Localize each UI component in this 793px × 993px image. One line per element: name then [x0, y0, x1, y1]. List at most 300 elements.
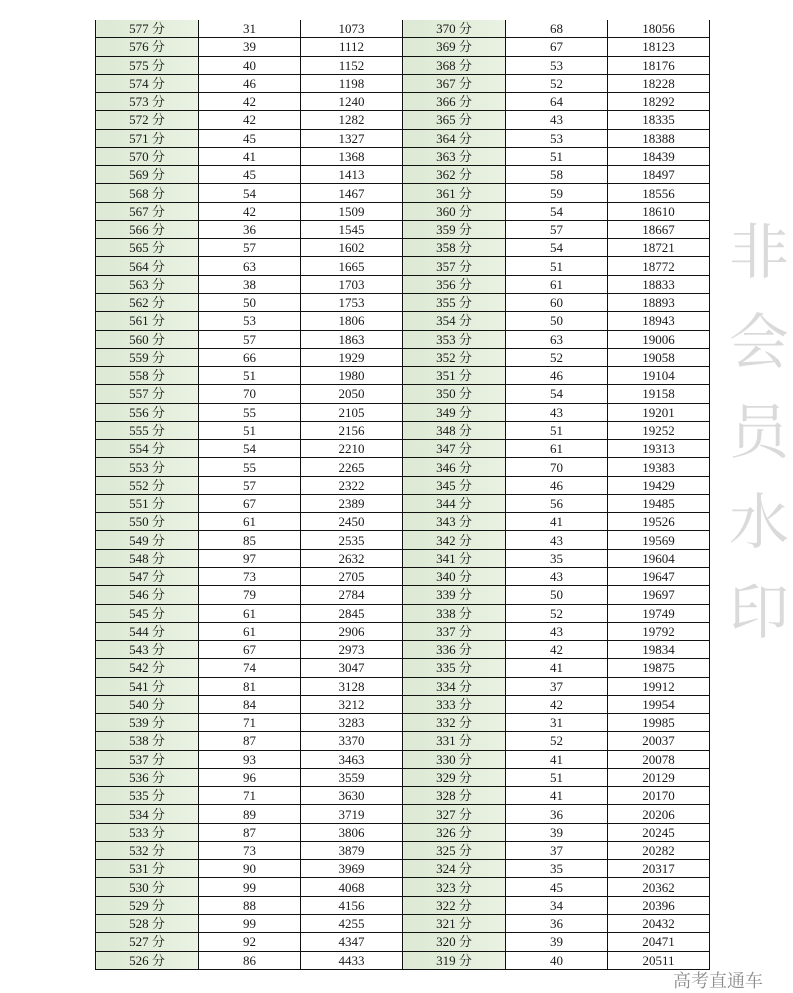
right-score-value: 360	[436, 203, 456, 219]
right-count-value: 58	[550, 167, 563, 183]
left-score-cell	[96, 293, 199, 311]
right-count-cell	[506, 385, 608, 403]
score-unit: 分	[151, 916, 165, 932]
right-cumulative-cell	[608, 312, 710, 330]
left-cumulative-value: 1327	[338, 130, 365, 146]
left-score-value: 533	[129, 824, 149, 840]
right-score-value: 320	[436, 934, 456, 950]
right-score-value: 348	[436, 422, 456, 438]
left-score-cell	[96, 239, 199, 257]
left-count-cell	[199, 641, 301, 659]
score-unit: 分	[458, 496, 472, 512]
left-score-value: 551	[129, 496, 149, 512]
right-score-value: 353	[436, 331, 456, 347]
score-unit: 分	[151, 349, 165, 365]
right-count-value: 67	[550, 39, 563, 55]
left-cumulative-cell	[301, 531, 403, 549]
score-unit: 分	[458, 422, 472, 438]
score-unit: 分	[458, 477, 472, 493]
score-unit: 分	[151, 897, 165, 913]
table-row	[96, 750, 710, 768]
right-cumulative-cell	[608, 93, 710, 111]
left-cumulative-value: 2535	[338, 532, 365, 548]
right-score-value: 329	[436, 770, 456, 786]
right-cumulative-cell	[608, 695, 710, 713]
score-unit: 分	[458, 934, 472, 950]
left-score-value: 537	[129, 751, 149, 767]
table-row	[96, 805, 710, 823]
left-cumulative-cell	[301, 476, 403, 494]
left-count-cell	[199, 841, 301, 859]
left-score-value: 530	[129, 879, 149, 895]
left-count-cell	[199, 74, 301, 92]
right-score-value: 367	[436, 75, 456, 91]
right-count-cell	[506, 896, 608, 914]
table-row	[96, 56, 710, 74]
score-unit: 分	[458, 861, 472, 877]
right-score-value: 347	[436, 441, 456, 457]
score-unit: 分	[458, 130, 472, 146]
right-cumulative-value: 18943	[642, 313, 675, 329]
left-score-cell	[96, 367, 199, 385]
left-cumulative-cell	[301, 878, 403, 896]
right-cumulative-cell	[608, 823, 710, 841]
right-cumulative-cell	[608, 440, 710, 458]
left-score-value: 539	[129, 715, 149, 731]
right-score-value: 363	[436, 148, 456, 164]
right-cumulative-value: 20511	[642, 952, 675, 968]
table-row	[96, 293, 710, 311]
left-score-value: 527	[129, 934, 149, 950]
left-score-value: 547	[129, 569, 149, 585]
left-count-cell	[199, 166, 301, 184]
left-count-cell	[199, 567, 301, 585]
left-count-value: 61	[243, 605, 256, 621]
left-count-value: 67	[243, 496, 256, 512]
score-unit: 分	[151, 934, 165, 950]
left-cumulative-value: 2105	[338, 404, 365, 420]
left-count-value: 79	[243, 587, 256, 603]
left-score-value: 536	[129, 770, 149, 786]
table-row	[96, 933, 710, 951]
table-row	[96, 111, 710, 129]
right-count-cell	[506, 494, 608, 512]
right-cumulative-cell	[608, 129, 710, 147]
left-cumulative-cell	[301, 787, 403, 805]
left-score-cell	[96, 860, 199, 878]
right-count-value: 51	[550, 148, 563, 164]
right-cumulative-value: 20129	[642, 770, 675, 786]
left-score-value: 566	[129, 222, 149, 238]
table-row	[96, 896, 710, 914]
left-count-value: 45	[243, 130, 256, 146]
left-count-value: 66	[243, 349, 256, 365]
left-count-value: 92	[243, 934, 256, 950]
left-count-cell	[199, 312, 301, 330]
left-count-cell	[199, 184, 301, 202]
left-cumulative-value: 2784	[338, 587, 365, 603]
right-score-cell	[403, 348, 506, 366]
right-score-value: 323	[436, 879, 456, 895]
right-score-cell	[403, 768, 506, 786]
right-count-value: 45	[550, 879, 563, 895]
right-score-cell	[403, 750, 506, 768]
left-count-cell	[199, 896, 301, 914]
right-count-value: 63	[550, 331, 563, 347]
left-count-value: 81	[243, 678, 256, 694]
right-cumulative-value: 18610	[642, 203, 675, 219]
table-row	[96, 440, 710, 458]
left-count-cell	[199, 275, 301, 293]
score-unit: 分	[458, 824, 472, 840]
left-cumulative-cell	[301, 805, 403, 823]
score-unit: 分	[458, 642, 472, 658]
left-cumulative-cell	[301, 440, 403, 458]
right-cumulative-cell	[608, 348, 710, 366]
score-unit: 分	[458, 148, 472, 164]
left-score-value: 543	[129, 642, 149, 658]
left-cumulative-value: 3212	[338, 696, 365, 712]
left-count-value: 74	[243, 660, 256, 676]
right-score-cell	[403, 239, 506, 257]
left-score-value: 550	[129, 514, 149, 530]
left-count-cell	[199, 293, 301, 311]
score-unit: 分	[458, 368, 472, 384]
left-cumulative-value: 1980	[338, 368, 365, 384]
left-score-value: 574	[129, 75, 149, 91]
left-cumulative-value: 4255	[338, 916, 365, 932]
score-unit: 分	[458, 660, 472, 676]
right-score-cell	[403, 622, 506, 640]
left-cumulative-value: 2389	[338, 496, 365, 512]
right-score-value: 343	[436, 514, 456, 530]
left-score-cell	[96, 787, 199, 805]
left-score-value: 561	[129, 313, 149, 329]
left-score-value: 563	[129, 276, 149, 292]
right-score-value: 336	[436, 642, 456, 658]
left-cumulative-cell	[301, 385, 403, 403]
left-count-cell	[199, 622, 301, 640]
score-unit: 分	[151, 770, 165, 786]
table-row	[96, 787, 710, 805]
table-row	[96, 257, 710, 275]
score-unit: 分	[458, 203, 472, 219]
left-cumulative-cell	[301, 348, 403, 366]
score-unit: 分	[151, 203, 165, 219]
left-score-cell	[96, 403, 199, 421]
right-count-value: 68	[550, 21, 563, 37]
left-cumulative-value: 2906	[338, 623, 365, 639]
score-unit: 分	[151, 952, 165, 968]
right-score-cell	[403, 275, 506, 293]
score-unit: 分	[458, 57, 472, 73]
right-count-cell	[506, 823, 608, 841]
right-count-value: 51	[550, 422, 563, 438]
left-score-cell	[96, 20, 199, 38]
table-row	[96, 403, 710, 421]
left-count-value: 71	[243, 715, 256, 731]
right-count-cell	[506, 513, 608, 531]
left-cumulative-value: 3630	[338, 788, 365, 804]
right-count-value: 54	[550, 240, 563, 256]
score-unit: 分	[458, 240, 472, 256]
score-unit: 分	[458, 678, 472, 694]
right-count-value: 56	[550, 496, 563, 512]
left-count-cell	[199, 20, 301, 38]
left-cumulative-value: 1665	[338, 258, 365, 274]
left-count-cell	[199, 111, 301, 129]
left-score-value: 531	[129, 861, 149, 877]
right-score-value: 333	[436, 696, 456, 712]
left-score-value: 541	[129, 678, 149, 694]
left-cumulative-value: 2050	[338, 386, 365, 402]
left-score-cell	[96, 494, 199, 512]
score-unit: 分	[458, 331, 472, 347]
left-score-cell	[96, 695, 199, 713]
right-cumulative-cell	[608, 768, 710, 786]
right-count-cell	[506, 860, 608, 878]
left-score-cell	[96, 951, 199, 969]
left-count-value: 51	[243, 422, 256, 438]
left-score-value: 571	[129, 130, 149, 146]
right-count-cell	[506, 20, 608, 38]
table-row	[96, 732, 710, 750]
right-cumulative-value: 19647	[642, 569, 675, 585]
left-cumulative-cell	[301, 166, 403, 184]
left-count-cell	[199, 476, 301, 494]
right-count-cell	[506, 933, 608, 951]
left-cumulative-value: 1602	[338, 240, 365, 256]
right-count-value: 50	[550, 313, 563, 329]
right-score-cell	[403, 860, 506, 878]
score-unit: 分	[151, 276, 165, 292]
left-count-value: 88	[243, 897, 256, 913]
right-score-value: 331	[436, 733, 456, 749]
right-score-cell	[403, 513, 506, 531]
right-count-cell	[506, 257, 608, 275]
right-count-cell	[506, 129, 608, 147]
right-cumulative-cell	[608, 750, 710, 768]
right-cumulative-value: 19485	[642, 496, 675, 512]
left-score-value: 558	[129, 368, 149, 384]
left-score-value: 526	[129, 952, 149, 968]
score-unit: 分	[151, 861, 165, 877]
score-unit: 分	[151, 386, 165, 402]
table-row	[96, 129, 710, 147]
right-cumulative-cell	[608, 732, 710, 750]
left-score-cell	[96, 768, 199, 786]
score-unit: 分	[151, 824, 165, 840]
right-cumulative-value: 20078	[642, 751, 675, 767]
right-score-value: 370	[436, 21, 456, 37]
right-count-cell	[506, 111, 608, 129]
right-score-cell	[403, 330, 506, 348]
right-cumulative-cell	[608, 293, 710, 311]
right-count-value: 43	[550, 112, 563, 128]
score-unit: 分	[458, 879, 472, 895]
score-unit: 分	[151, 587, 165, 603]
right-count-value: 53	[550, 57, 563, 73]
table-row	[96, 604, 710, 622]
table-row	[96, 677, 710, 695]
right-count-cell	[506, 458, 608, 476]
right-count-cell	[506, 421, 608, 439]
left-count-value: 96	[243, 770, 256, 786]
left-cumulative-cell	[301, 933, 403, 951]
score-unit: 分	[151, 605, 165, 621]
right-score-cell	[403, 531, 506, 549]
right-cumulative-cell	[608, 202, 710, 220]
score-unit: 分	[458, 313, 472, 329]
right-cumulative-value: 20206	[642, 806, 675, 822]
table-row	[96, 860, 710, 878]
right-count-value: 41	[550, 751, 563, 767]
left-score-value: 568	[129, 185, 149, 201]
right-count-cell	[506, 184, 608, 202]
right-count-value: 51	[550, 770, 563, 786]
right-score-cell	[403, 20, 506, 38]
score-unit: 分	[151, 642, 165, 658]
right-count-value: 70	[550, 459, 563, 475]
left-count-cell	[199, 933, 301, 951]
left-count-value: 36	[243, 222, 256, 238]
left-cumulative-cell	[301, 494, 403, 512]
left-count-value: 89	[243, 806, 256, 822]
table-row	[96, 458, 710, 476]
table-row	[96, 38, 710, 56]
right-cumulative-cell	[608, 513, 710, 531]
right-score-cell	[403, 823, 506, 841]
score-unit: 分	[458, 459, 472, 475]
right-score-cell	[403, 312, 506, 330]
left-score-cell	[96, 732, 199, 750]
right-count-cell	[506, 586, 608, 604]
left-score-cell	[96, 421, 199, 439]
left-score-value: 545	[129, 605, 149, 621]
left-score-value: 544	[129, 623, 149, 639]
left-cumulative-value: 3283	[338, 715, 365, 731]
left-cumulative-value: 2632	[338, 550, 365, 566]
right-score-cell	[403, 841, 506, 859]
right-count-value: 57	[550, 222, 563, 238]
right-cumulative-cell	[608, 604, 710, 622]
right-cumulative-cell	[608, 549, 710, 567]
right-score-value: 345	[436, 477, 456, 493]
right-count-cell	[506, 695, 608, 713]
left-score-value: 559	[129, 349, 149, 365]
score-unit: 分	[151, 240, 165, 256]
left-cumulative-cell	[301, 38, 403, 56]
right-count-value: 53	[550, 130, 563, 146]
score-unit: 分	[458, 21, 472, 37]
left-score-value: 542	[129, 660, 149, 676]
score-unit: 分	[151, 21, 165, 37]
left-cumulative-value: 4068	[338, 879, 365, 895]
left-count-value: 45	[243, 167, 256, 183]
table-row	[96, 275, 710, 293]
right-count-cell	[506, 220, 608, 238]
right-cumulative-cell	[608, 166, 710, 184]
left-score-value: 564	[129, 258, 149, 274]
right-count-cell	[506, 659, 608, 677]
left-cumulative-cell	[301, 567, 403, 585]
left-count-cell	[199, 385, 301, 403]
right-count-cell	[506, 330, 608, 348]
table-row	[96, 641, 710, 659]
right-score-value: 351	[436, 368, 456, 384]
left-cumulative-cell	[301, 220, 403, 238]
score-unit: 分	[151, 843, 165, 859]
left-cumulative-value: 3969	[338, 861, 365, 877]
right-score-cell	[403, 933, 506, 951]
table-row	[96, 239, 710, 257]
right-cumulative-cell	[608, 56, 710, 74]
left-score-cell	[96, 531, 199, 549]
left-cumulative-value: 2705	[338, 569, 365, 585]
left-cumulative-cell	[301, 896, 403, 914]
right-score-value: 352	[436, 349, 456, 365]
left-count-cell	[199, 220, 301, 238]
left-cumulative-value: 3879	[338, 843, 365, 859]
right-count-cell	[506, 641, 608, 659]
right-cumulative-value: 19383	[642, 459, 675, 475]
right-count-value: 41	[550, 514, 563, 530]
right-cumulative-value: 20471	[642, 934, 675, 950]
left-cumulative-value: 3806	[338, 824, 365, 840]
left-score-value: 560	[129, 331, 149, 347]
right-cumulative-value: 18439	[642, 148, 675, 164]
right-cumulative-value: 18497	[642, 167, 675, 183]
right-score-cell	[403, 56, 506, 74]
right-cumulative-cell	[608, 933, 710, 951]
left-cumulative-value: 2156	[338, 422, 365, 438]
right-score-cell	[403, 403, 506, 421]
left-cumulative-cell	[301, 239, 403, 257]
left-score-cell	[96, 805, 199, 823]
left-cumulative-cell	[301, 202, 403, 220]
left-cumulative-value: 3719	[338, 806, 365, 822]
right-cumulative-cell	[608, 714, 710, 732]
table-row	[96, 312, 710, 330]
right-cumulative-value: 19912	[642, 678, 675, 694]
score-unit: 分	[151, 368, 165, 384]
left-count-value: 93	[243, 751, 256, 767]
score-unit: 分	[151, 806, 165, 822]
left-cumulative-cell	[301, 622, 403, 640]
right-cumulative-value: 19252	[642, 422, 675, 438]
right-score-cell	[403, 494, 506, 512]
table-row	[96, 421, 710, 439]
left-count-value: 53	[243, 313, 256, 329]
score-distribution-table-container	[95, 20, 710, 970]
right-count-cell	[506, 403, 608, 421]
right-cumulative-cell	[608, 896, 710, 914]
right-score-value: 322	[436, 897, 456, 913]
right-score-value: 324	[436, 861, 456, 877]
right-cumulative-value: 19058	[642, 349, 675, 365]
left-score-value: 565	[129, 240, 149, 256]
score-unit: 分	[151, 623, 165, 639]
right-cumulative-value: 19006	[642, 331, 675, 347]
right-score-cell	[403, 476, 506, 494]
right-cumulative-value: 20362	[642, 879, 675, 895]
left-cumulative-value: 1073	[338, 21, 365, 37]
left-count-cell	[199, 93, 301, 111]
left-cumulative-value: 1545	[338, 222, 365, 238]
left-score-value: 549	[129, 532, 149, 548]
right-score-value: 369	[436, 39, 456, 55]
left-score-cell	[96, 841, 199, 859]
